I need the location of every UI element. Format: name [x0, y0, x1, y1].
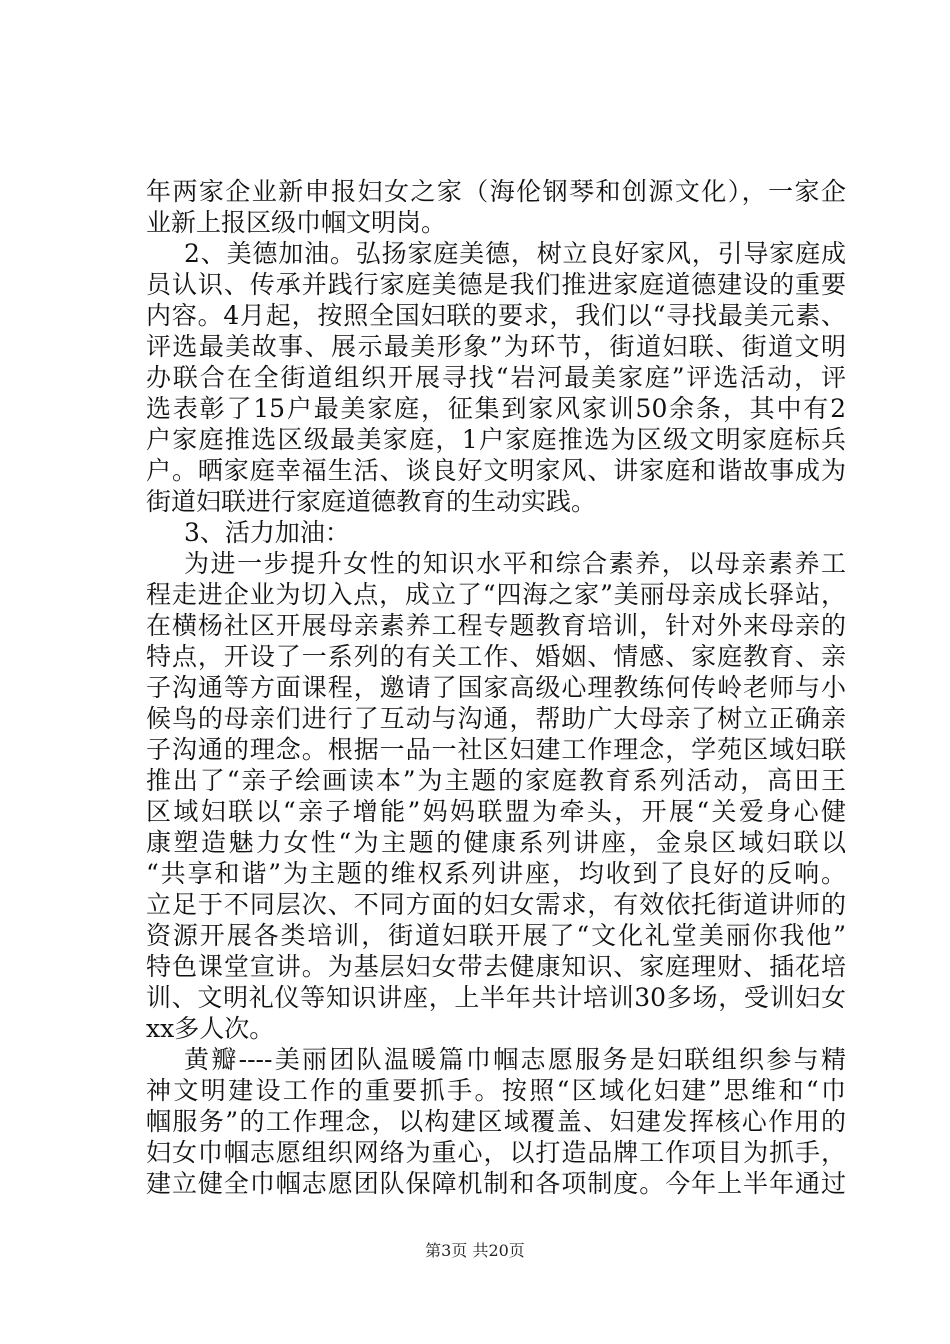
text-line: 建立健全巾帼志愿团队保障机制和各项制度。今年上半年通过: [146, 1169, 846, 1198]
text-line: 为进一步提升女性的知识水平和综合素养，以母亲素养工: [184, 549, 846, 578]
text-line: 区域妇联以“亲子增能”妈妈联盟为牵头，开展“关爱身心健: [146, 797, 846, 826]
text-line: 户。晒家庭幸福生活、谈良好文明家风、讲家庭和谐故事成为: [146, 456, 846, 485]
text-line: 神文明建设工作的重要抓手。按照“区域化妇建”思维和“巾: [146, 1076, 846, 1105]
text-line: 训、文明礼仪等知识讲座，上半年共计培训30多场，受训妇女: [146, 983, 846, 1012]
text-line: 年两家企业新申报妇女之家（海伦钢琴和创源文化），一家企: [146, 177, 846, 206]
text-line: 街道妇联进行家庭道德教育的生动实践。: [146, 487, 597, 516]
text-line: 员认识、传承并践行家庭美德是我们推进家庭道德建设的重要: [146, 270, 846, 299]
text-line: 特色课堂宣讲。为基层妇女带去健康知识、家庭理财、插花培: [146, 952, 846, 981]
text-line: 内容。4月起，按照全国妇联的要求，我们以“寻找最美元素、: [146, 301, 846, 330]
text-line: 推出了“亲子绘画读本”为主题的家庭教育系列活动，高田王: [146, 766, 846, 795]
text-line: 特点，开设了一系列的有关工作、婚姻、情感、家庭教育、亲: [146, 642, 846, 671]
text-line: 2、美德加油。弘扬家庭美德，树立良好家风，引导家庭成: [184, 239, 846, 268]
page-footer: 第3页 共20页: [425, 1241, 525, 1260]
body-text: [146, 176, 846, 1199]
text-line: xx多人次。: [146, 1014, 275, 1043]
text-line: 3、活力加油：: [184, 518, 350, 547]
text-line: 在横杨社区开展母亲素养工程专题教育培训，针对外来母亲的: [146, 611, 846, 640]
text-line: 子沟通的理念。根据一品一社区妇建工作理念，学苑区域妇联: [146, 735, 846, 764]
text-line: 选表彰了15户最美家庭，征集到家风家训50余条，其中有2: [146, 394, 846, 423]
text-line: “共享和谐”为主题的维权系列讲座，均收到了良好的反响。: [146, 859, 846, 888]
text-line: 办联合在全街道组织开展寻找“岩河最美家庭”评选活动，评: [146, 363, 846, 392]
text-line: 程走进企业为切入点，成立了“四海之家”美丽母亲成长驿站，: [146, 580, 846, 609]
text-line: 帼服务”的工作理念，以构建区域覆盖、妇建发挥核心作用的: [146, 1107, 846, 1136]
text-line: 资源开展各类培训，街道妇联开展了“文化礼堂美丽你我他”: [146, 921, 846, 950]
text-line: 黄瓣----美丽团队温暖篇巾帼志愿服务是妇联组织参与精: [184, 1045, 846, 1074]
text-line: 户家庭推选区级最美家庭，1户家庭推选为区级文明家庭标兵: [146, 425, 846, 454]
text-line: 业新上报区级巾帼文明岗。: [146, 208, 447, 237]
text-line: 立足于不同层次、不同方面的妇女需求，有效依托街道讲师的: [146, 890, 846, 919]
text-line: 康塑造魅力女性“为主题的健康系列讲座，金泉区域妇联以: [146, 828, 846, 857]
text-line: 评选最美故事、展示最美形象”为环节，街道妇联、街道文明: [146, 332, 846, 361]
text-line: 子沟通等方面课程，邀请了国家高级心理教练何传岭老师与小: [146, 673, 846, 702]
text-line: 候鸟的母亲们进行了互动与沟通，帮助广大母亲了树立正确亲: [146, 704, 846, 733]
text-line: 妇女巾帼志愿组织网络为重心，以打造品牌工作项目为抓手，: [146, 1138, 846, 1167]
